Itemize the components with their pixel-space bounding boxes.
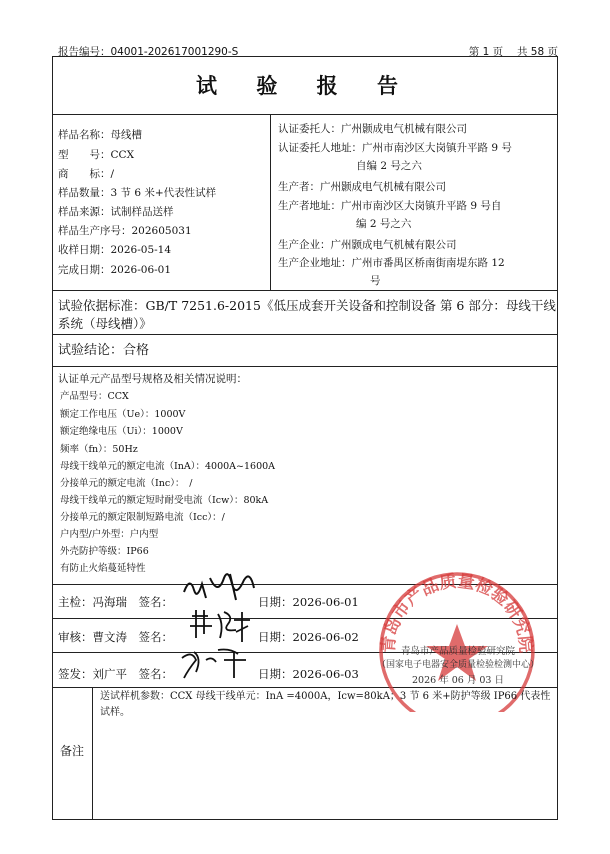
remarks-line1: 送试样机参数：CCX 母线干线单元：InA =4000A，Icw=80kA；3 节 6 米+防护等级 IP66 代表性 bbox=[100, 691, 551, 702]
spec-line: 有防止火焰蔓延特性 bbox=[60, 563, 146, 574]
field-value: 广州颢成电气机械有限公司 bbox=[341, 123, 467, 135]
spec-line: 分接单元的额定电流（Inc）： / bbox=[60, 478, 193, 489]
field-label: 商 标： bbox=[58, 168, 111, 180]
divider bbox=[52, 366, 558, 367]
specs-heading: 认证单元产品型号规格及相关情况说明： bbox=[58, 373, 247, 385]
spec-line: 母线干线单元的额定电流（InA）：4000A~1600A bbox=[60, 461, 276, 472]
sample-batch-row bbox=[58, 224, 192, 238]
field-value: 广州市南沙区大岗镇升平路 9 号 bbox=[362, 142, 512, 154]
sample-source-row bbox=[58, 205, 174, 219]
field-value: 广州市番禺区桥南街南堤东路 12 bbox=[351, 257, 505, 269]
test-basis-line2: 系统（母线槽）》 bbox=[58, 316, 152, 331]
producer-address-row bbox=[278, 199, 501, 213]
field-label: 生产企业： bbox=[278, 239, 331, 251]
field-label: 生产者： bbox=[278, 181, 320, 193]
field-label: 样品数量： bbox=[58, 187, 111, 199]
spec-line: 母线干线单元的额定短时耐受电流（Icw）：80kA bbox=[60, 495, 269, 506]
page-title: 试 验 报 告 bbox=[196, 73, 414, 98]
field-value: / bbox=[110, 168, 115, 180]
sample-name-row bbox=[58, 128, 142, 142]
factory-address-row bbox=[278, 256, 505, 270]
approver-date bbox=[258, 666, 359, 682]
approver-signature bbox=[178, 644, 258, 680]
applicant-address-row bbox=[278, 141, 512, 155]
field-label: 样品生产序号： bbox=[58, 225, 132, 237]
spec-line: 额定工作电压（Ue）：1000V bbox=[60, 409, 186, 420]
approver-label: 签发：刘广平 签名： bbox=[58, 667, 173, 681]
completed-date-row bbox=[58, 263, 171, 277]
field-value: 2026-05-14 bbox=[110, 244, 172, 256]
field-value: 2026-06-01 bbox=[110, 264, 172, 276]
divider bbox=[52, 114, 558, 115]
field-label: 认证委托人： bbox=[278, 123, 341, 135]
report-number: 报告编号：04001-202617001290-S bbox=[58, 46, 239, 58]
field-value: CCX bbox=[110, 149, 135, 161]
page-info: 第 1 页 共 58 页 bbox=[468, 46, 558, 58]
producer-address-cont: 编 2 号之六 bbox=[356, 218, 412, 230]
spec-line: 外壳防护等级：IP66 bbox=[60, 546, 149, 557]
field-value: 广州颢成电气机械有限公司 bbox=[330, 239, 457, 251]
factory-address-cont: 号 bbox=[370, 275, 381, 287]
sample-model-row bbox=[58, 148, 134, 162]
date-value: 2026-06-03 bbox=[292, 667, 359, 681]
remarks-label: 备注 bbox=[60, 744, 85, 758]
divider bbox=[52, 334, 558, 335]
spec-line: 分接单元的额定限制短路电流（Icc）：/ bbox=[60, 512, 225, 523]
field-label: 完成日期： bbox=[58, 264, 111, 276]
column-divider bbox=[92, 687, 93, 820]
date-label: 日期： bbox=[258, 667, 293, 681]
field-label: 样品来源： bbox=[58, 206, 111, 218]
date-value: 2026-06-01 bbox=[292, 595, 359, 609]
applicant-row bbox=[278, 122, 467, 136]
remarks-line2: 试样。 bbox=[100, 707, 130, 718]
reviewer-signature bbox=[186, 606, 256, 646]
inspector-date bbox=[258, 594, 359, 610]
test-basis-line1: 试验依据标准：GB/T 7251.6-2015《低压成套开关设备和控制设备 第 6 部分：母线干线 bbox=[58, 298, 556, 313]
field-value: 202605031 bbox=[131, 225, 192, 237]
test-conclusion: 试验结论：合格 bbox=[58, 343, 150, 358]
inspector-signature bbox=[180, 570, 270, 606]
field-value: 广州颢成电气机械有限公司 bbox=[320, 181, 446, 193]
spec-line: 额定绝缘电压（Ui）：1000V bbox=[60, 426, 183, 437]
field-value: 3 节 6 米+代表性试样 bbox=[110, 187, 217, 199]
received-date-row bbox=[58, 243, 171, 257]
date-label: 日期： bbox=[258, 630, 293, 644]
spec-line: 频率（fn）：50Hz bbox=[60, 444, 138, 455]
sample-brand-row bbox=[58, 167, 114, 181]
date-label: 日期： bbox=[258, 595, 293, 609]
sample-qty-row bbox=[58, 186, 216, 200]
field-value: 试制样品送样 bbox=[110, 206, 174, 218]
lab-name: 青岛市产品质量检验研究院 bbox=[400, 646, 515, 657]
column-divider bbox=[270, 114, 271, 290]
inspector-label: 主检：冯海瑞 签名： bbox=[58, 595, 173, 609]
field-value: 广州市南沙区大岗镇升平路 9 号自 bbox=[341, 200, 502, 212]
field-value: 母线槽 bbox=[110, 129, 142, 141]
reviewer-date bbox=[258, 629, 359, 645]
factory-row bbox=[278, 238, 457, 252]
field-label: 收样日期： bbox=[58, 244, 111, 256]
reviewer-label: 审核：曹文涛 签名： bbox=[58, 630, 173, 644]
field-label: 认证委托人地址： bbox=[278, 142, 362, 154]
stamp-date: 2026 年 06 月 03 日 bbox=[412, 675, 504, 686]
seal-text: 青岛市产品质量检验研究院 bbox=[378, 571, 536, 654]
divider bbox=[52, 290, 558, 291]
field-label: 型 号： bbox=[58, 149, 111, 161]
spec-line: 产品型号：CCX bbox=[60, 391, 129, 402]
spec-line: 户内型/户外型：户内型 bbox=[60, 529, 159, 540]
date-value: 2026-06-02 bbox=[292, 630, 359, 644]
field-label: 生产企业地址： bbox=[278, 257, 352, 269]
field-label: 样品名称： bbox=[58, 129, 111, 141]
lab-subtitle: （国家电子电器安全质量检验检测中心） bbox=[376, 660, 539, 670]
producer-row bbox=[278, 180, 446, 194]
applicant-address-cont: 自编 2 号之六 bbox=[356, 160, 422, 172]
field-label: 生产者地址： bbox=[278, 200, 341, 212]
